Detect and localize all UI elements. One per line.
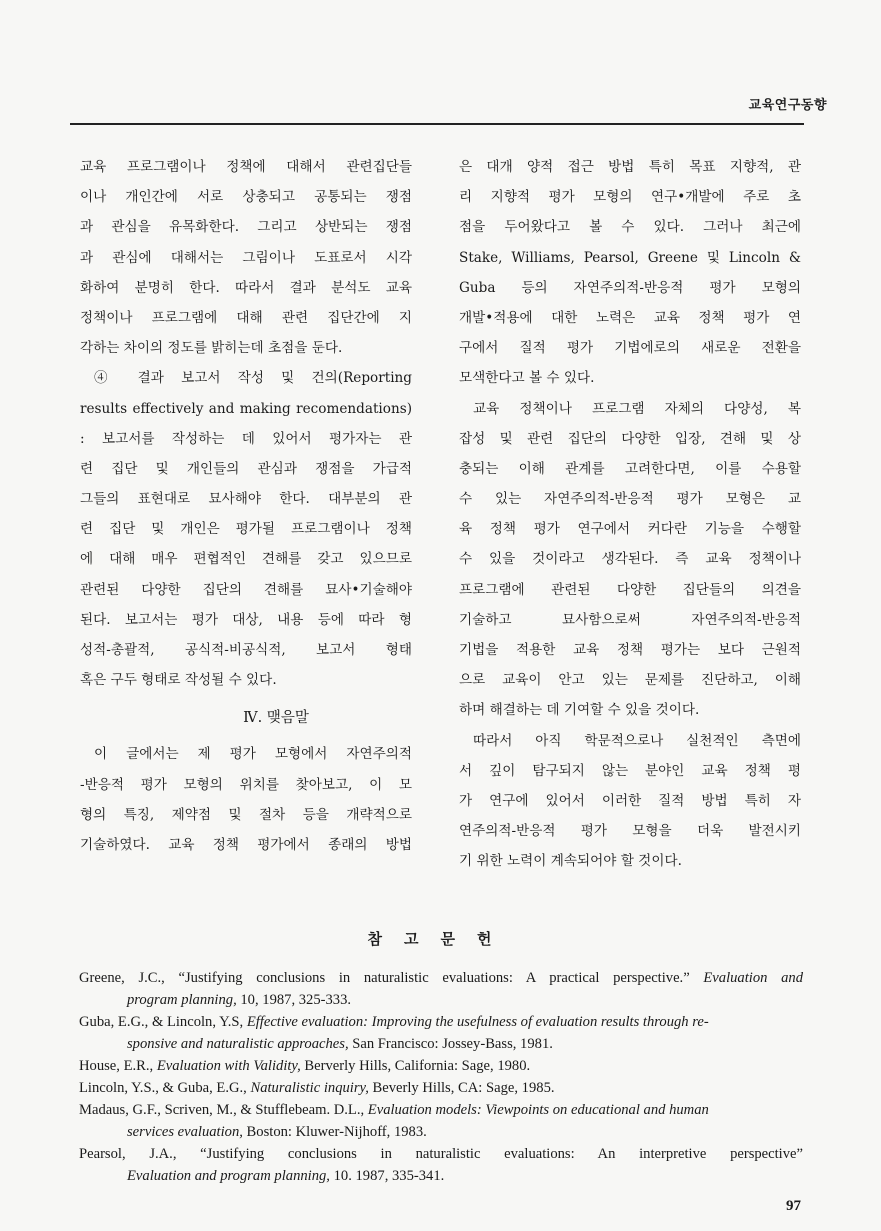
ref-text: Greene, J.C., “Justifying conclusions in naturalistic evaluations: A practical perspective.” <box>79 970 704 986</box>
text-line: 으로 교육이 안고 있는 문제를 진단하고, 이해 <box>459 672 801 689</box>
text-line: 교육 정책이나 프로그램 자체의 다양성, 복 <box>473 400 801 417</box>
reference-entry <box>79 1055 803 1077</box>
text-line: 연주의적-반응적 평가 모형을 더욱 발전시키 <box>459 823 801 840</box>
reference-entry <box>79 1077 803 1099</box>
text-line: 모색한다고 볼 수 있다. <box>459 370 595 387</box>
text-line: : 보고서를 작성하는 데 있어서 평가자는 관 <box>80 430 412 447</box>
ref-title: Effective evaluation: Improving the usefulness of evaluation results through re- <box>246 1014 709 1030</box>
text-line: 각하는 차이의 정도를 밝히는데 초점을 둔다. <box>80 340 343 357</box>
section-number: Ⅳ. <box>243 710 263 727</box>
paragraph <box>459 726 801 877</box>
ref-text: Pearsol, J.A., “Justifying conclusions in naturalistic evaluations: An interpretive perspective” <box>79 1146 803 1162</box>
text-line: -반응적 평가 모형의 위치를 찾아보고, 이 모 <box>80 776 412 793</box>
text-line: 기 위한 노력이 계속되어야 할 것이다. <box>459 853 682 870</box>
text-line: ④ 결과 보고서 작성 및 건의(Reporting <box>94 370 412 387</box>
page-number: 97 <box>786 1198 801 1214</box>
text-line: 은 대개 양적 접근 방법 특히 목표 지향적, 관 <box>459 159 801 175</box>
ref-title: sponsive and naturalistic approaches, <box>127 1036 349 1052</box>
text-line: 프로그램에 관련된 다양한 집단들의 의견을 <box>459 581 801 598</box>
text-line: 수 있을 것이라고 생각된다. 즉 교육 정책이나 <box>459 551 801 568</box>
ref-text: San Francisco: Jossey-Bass, 1981. <box>348 1036 553 1052</box>
ref-text: Boston: Kluwer-Nijhoff, 1983. <box>242 1124 427 1140</box>
text-line: 구에서 질적 평가 기법에로의 새로운 전환을 <box>459 340 801 357</box>
text-line: 이 글에서는 제 평가 모형에서 자연주의적 <box>94 746 412 763</box>
text-line: 따라서 아직 학문적으로나 실천적인 측면에 <box>473 732 801 749</box>
paragraph <box>80 152 412 363</box>
text-line: 기법을 적용한 교육 정책 평가는 보다 근원적 <box>459 642 801 658</box>
text-line: Guba 등의 자연주의적-반응적 평가 모형의 <box>459 279 801 296</box>
ref-title: program planning, <box>127 992 237 1008</box>
text-line: 된다. 보고서는 평가 대상, 내용 등에 따라 형 <box>80 611 412 628</box>
paragraph <box>80 739 412 860</box>
section-heading <box>80 701 412 733</box>
reference-entry <box>79 1099 803 1143</box>
ref-title: Evaluation and <box>703 970 803 986</box>
text-line: 련 집단 및 개인들의 관심과 쟁점을 가급적 <box>80 460 412 477</box>
text-line: 기술하고 묘사함으로써 자연주의적-반응적 <box>459 611 801 628</box>
right-column <box>459 152 801 877</box>
text-line: 형의 특징, 제약점 및 절차 등을 개략적으로 <box>80 806 412 823</box>
text-line: 육 정책 평가 연구에서 커다란 기능을 수행할 <box>459 521 801 538</box>
text-line: Stake, Williams, Pearsol, Greene 및 Lincoln & <box>459 249 801 266</box>
ref-title: Evaluation models: Viewpoints on educational and human <box>367 1102 709 1118</box>
text-line: 과 관심을 유목화한다. 그리고 상반되는 쟁점 <box>80 219 412 236</box>
text-line: 수 있는 자연주의적-반응적 평가 모형은 교 <box>459 491 801 508</box>
text-line: 하며 해결하는 데 기여할 수 있을 것이다. <box>459 702 700 719</box>
text-line: 관련된 다양한 집단의 견해를 묘사•기술해야 <box>80 581 412 598</box>
text-line: 기술하였다. 교육 정책 평가에서 종래의 방법 <box>80 836 412 853</box>
ref-text: Madaus, G.F., Scriven, M., & Stufflebeam. D.L., <box>79 1102 368 1118</box>
paragraph <box>459 394 801 726</box>
ref-text: 10. 1987, 335-341. <box>329 1168 445 1184</box>
paragraph <box>459 152 801 394</box>
text-line: 충되는 이해 관계를 고려한다면, 이를 수용할 <box>459 460 801 477</box>
text-line: 서 깊이 탐구되지 않는 분야인 교육 정책 평 <box>459 762 801 779</box>
text-line: 련 집단 및 개인은 평가될 프로그램이나 정책 <box>80 521 412 538</box>
section-title: 맺음말 <box>266 710 309 727</box>
ref-title: Evaluation with Validity, <box>156 1058 301 1074</box>
running-head: 교육연구동향 <box>748 98 827 113</box>
text-line: 성적-총괄적, 공식적-비공식적, 보고서 형태 <box>80 642 412 658</box>
reference-entry <box>79 1011 803 1055</box>
ref-title: Evaluation and program planning, <box>127 1168 330 1184</box>
reference-entry <box>79 967 803 1011</box>
text-line: 가 연구에 있어서 이러한 질적 방법 특히 자 <box>459 792 801 809</box>
text-line: 잡성 및 관련 집단의 다양한 입장, 견해 및 상 <box>459 430 801 447</box>
header-rule <box>70 123 804 125</box>
text-line: results effectively and making recomendations) <box>80 400 412 417</box>
text-line: 리 지향적 평가 모형의 연구•개발에 주로 초 <box>459 189 801 206</box>
ref-text: Berverly Hills, California: Sage, 1980. <box>300 1058 531 1074</box>
text-line: 정책이나 프로그램에 대해 관련 집단간에 지 <box>80 309 412 326</box>
text-line: 그들의 표현대로 묘사해야 한다. 대부분의 관 <box>80 491 412 508</box>
references-title: 참고문헌 <box>367 930 514 948</box>
reference-entry <box>79 1143 803 1187</box>
text-line: 개발•적용에 대한 노력은 교육 정책 평가 연 <box>459 309 801 326</box>
ref-text: Lincoln, Y.S., & Guba, E.G., <box>79 1080 251 1096</box>
left-column <box>80 152 412 860</box>
text-line: 교육 프로그램이나 정책에 대해서 관련집단들 <box>80 159 412 175</box>
paragraph <box>80 363 412 695</box>
text-line: 혹은 구두 형태로 작성될 수 있다. <box>80 672 277 689</box>
text-line: 점을 두어왔다고 볼 수 있다. 그러나 최근에 <box>459 219 801 236</box>
reference-list <box>79 967 803 1187</box>
ref-title: services evaluation, <box>127 1124 243 1140</box>
ref-text: House, E.R., <box>79 1058 157 1074</box>
text-line: 이나 개인간에 서로 상충되고 공통되는 쟁점 <box>80 189 412 206</box>
text-line: 에 대해 매우 편협적인 견해를 갖고 있으므로 <box>80 551 412 568</box>
ref-text: Beverly Hills, CA: Sage, 1985. <box>368 1080 555 1096</box>
ref-text: 10, 1987, 325-333. <box>236 992 352 1008</box>
ref-text: Guba, E.G., & Lincoln, Y.S, <box>79 1014 247 1030</box>
text-line: 화하여 분명히 한다. 따라서 결과 분석도 교육 <box>80 279 412 296</box>
text-line: 과 관심에 대해서는 그림이나 도표로서 시각 <box>80 249 412 266</box>
ref-title: Naturalistic inquiry, <box>250 1080 369 1096</box>
